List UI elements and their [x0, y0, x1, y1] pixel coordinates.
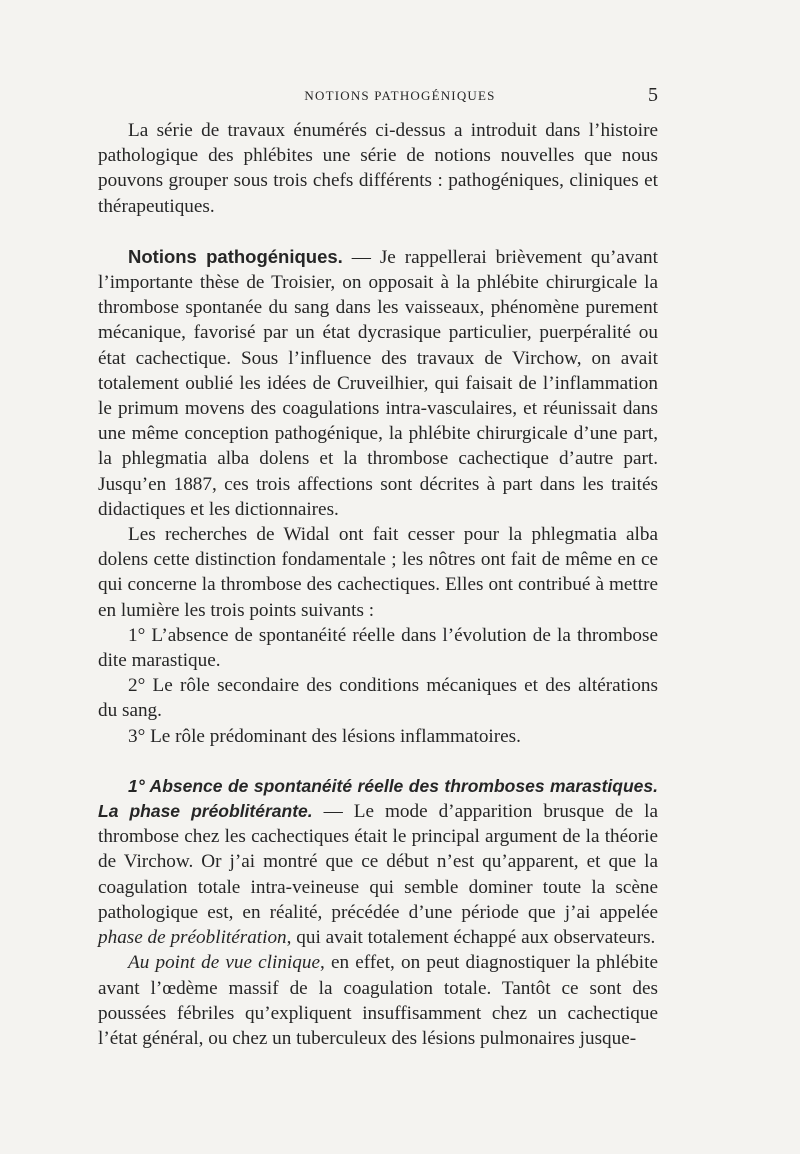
- paragraph-notions: [98, 244, 658, 522]
- section-heading-notions: Notions pathogéniques.: [128, 245, 343, 267]
- list-item-1: 1° L’absence de spontanéité réelle dans l’évolution de la thrombose dite marastique.: [98, 624, 658, 672]
- body-text: [98, 118, 658, 1051]
- section-heading-absence: 1° Absence de spontanéité réelle des thromboses marastiques. La phase préoblitérante.: [98, 775, 658, 822]
- paragraph-absence-body-2: , qui avait totalement échappé aux observateurs.: [286, 927, 656, 949]
- running-title: NOTIONS PATHOGÉNIQUES: [304, 88, 496, 103]
- paragraph-widal: Les recherches de Widal ont fait cesser pour la phlegmatia alba dolens cette distinction fondamentale ; les nôtres ont fait de même en ce qui concerne la thrombose des cachectiques. Elles ont contribué à mettre en lumière les trois points suivants :: [98, 524, 658, 621]
- paragraph-notions-body: — Je rappellerai brièvement qu’avant l’importante thèse de Troisier, on opposait à la phlébite chirurgicale la thrombose spontanée du sang dans les vaisseaux, phénomène purement mécanique, favorisé par un état dycrasique particulier, puerpéralité ou état cachectique. Sous l’influence des travaux de Virchow, on avait totalement oublié les idées de Cruveilhier, qui faisait de l’inflammation le primum movens des coagulations intra-vasculaires, et réunissait dans une même conception pathogénique, la phlébite chirurgicale d’une part, la phlegmatia alba dolens et la thrombose cachectique d’autre part. Jusqu’en 1887, ces trois affections sont décrites à part dans les traités didactiques et les dictionnaires.: [98, 246, 658, 520]
- list-item-2: 2° Le rôle secondaire des conditions mécaniques et des altérations du sang.: [98, 675, 658, 722]
- list-item-3: 3° Le rôle prédominant des lésions inflammatoires.: [128, 725, 521, 747]
- paragraph-absence-body-1: — Le mode d’apparition brusque de la thrombose chez les cachectiques était le principal argument de la théorie de Virchow. Or j’ai montré que ce début n’est qu’apparent, et que la coagulation totale intra-veineuse qui semble dominer toute la scène pathologique est, en réalité, précédée d’une période que j’ai appelée: [98, 801, 658, 923]
- italic-term-preobliteration: phase de préoblitération: [98, 927, 287, 949]
- page-number: 5: [648, 84, 658, 106]
- paragraph-intro: La série de travaux énumérés ci-dessus a introduit dans l’histoire pathologique des phlébites une série de notions nouvelles que nous pouvons grouper sous trois chefs différents : pathogéniques, cliniques et thérapeutiques.: [98, 120, 658, 217]
- paragraph-clinique: [98, 950, 658, 1051]
- italic-term-clinique: Au point de vue clinique: [128, 952, 320, 974]
- paragraph-clinique-body: , en effet, on peut diagnostiquer la phlébite avant l’œdème massif de la coagulation totale. Tantôt ce sont des poussées fébriles qu’expliquent insuffisamment chez un cachectique l’état général, ou chez un tuberculeux des lésions pulmonaires jusque-: [98, 952, 658, 1049]
- paragraph-absence: [98, 774, 658, 950]
